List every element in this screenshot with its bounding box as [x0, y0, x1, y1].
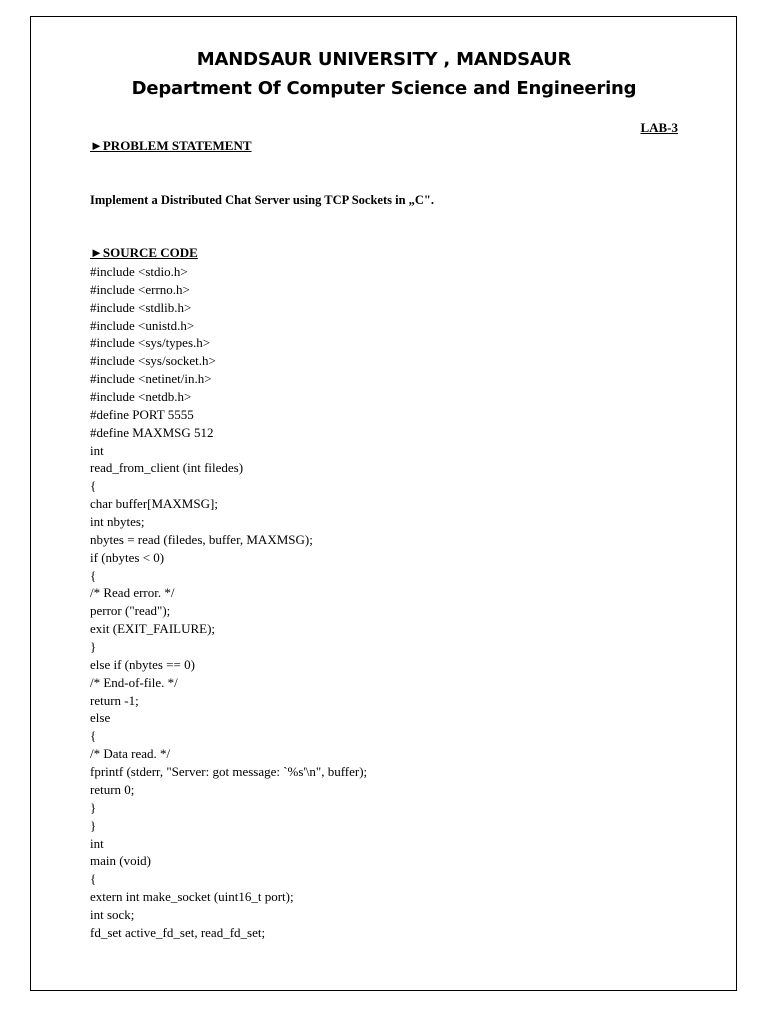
code-line: #define MAXMSG 512: [90, 424, 214, 440]
code-line: }: [90, 639, 97, 655]
code-line: return 0;: [90, 781, 135, 797]
code-line: int nbytes;: [90, 514, 145, 530]
department-title: Department Of Computer Science and Engineering: [131, 78, 637, 99]
code-line: #define PORT 5555: [90, 406, 194, 422]
lab-number: LAB-3: [640, 120, 678, 135]
code-line: main (void): [90, 853, 152, 869]
problem-statement-heading: ►PROBLEM STATEMENT: [90, 138, 252, 153]
code-line: read_from_client (int filedes): [90, 460, 244, 476]
code-line: }: [90, 799, 97, 815]
code-line: #include <sys/socket.h>: [90, 353, 216, 369]
code-line: #include <unistd.h>: [90, 317, 195, 333]
code-line: #include <sys/types.h>: [90, 335, 211, 351]
code-line: int: [90, 442, 104, 458]
code-line: int sock;: [90, 906, 135, 922]
code-line: fprintf (stderr, "Server: got message: `%s'\n", buffer);: [90, 764, 368, 780]
source-code-heading: ►SOURCE CODE: [90, 245, 198, 260]
code-line: return -1;: [90, 692, 139, 708]
code-line: #include <netdb.h>: [90, 389, 192, 405]
code-line: #include <netinet/in.h>: [90, 371, 212, 387]
code-line: char buffer[MAXMSG];: [90, 496, 218, 512]
code-line: {: [90, 871, 97, 887]
code-line: #include <errno.h>: [90, 281, 190, 297]
code-line: #include <stdlib.h>: [90, 299, 192, 315]
code-line: fd_set active_fd_set, read_fd_set;: [90, 924, 266, 940]
code-line: exit (EXIT_FAILURE);: [90, 621, 216, 637]
code-line: /* Read error. */: [90, 585, 175, 601]
code-line: /* Data read. */: [90, 746, 171, 762]
university-title: MANDSAUR UNIVERSITY , MANDSAUR: [196, 49, 572, 70]
code-line: {: [90, 478, 97, 494]
source-code-block: [90, 263, 367, 942]
code-line: }: [90, 817, 97, 833]
code-line: nbytes = read (filedes, buffer, MAXMSG);: [90, 531, 313, 547]
problem-statement-text: Implement a Distributed Chat Server using TCP Sockets in „C".: [90, 193, 434, 207]
code-line: if (nbytes < 0): [90, 549, 165, 565]
code-line: int: [90, 835, 104, 851]
code-line: else if (nbytes == 0): [90, 656, 195, 672]
code-line: {: [90, 567, 97, 583]
code-line: else: [90, 710, 111, 726]
code-line: #include <stdio.h>: [90, 264, 188, 279]
code-line: perror ("read");: [90, 603, 171, 619]
code-line: /* End-of-file. */: [90, 674, 178, 690]
code-line: extern int make_socket (uint16_t port);: [90, 889, 294, 905]
code-line: {: [90, 728, 97, 744]
